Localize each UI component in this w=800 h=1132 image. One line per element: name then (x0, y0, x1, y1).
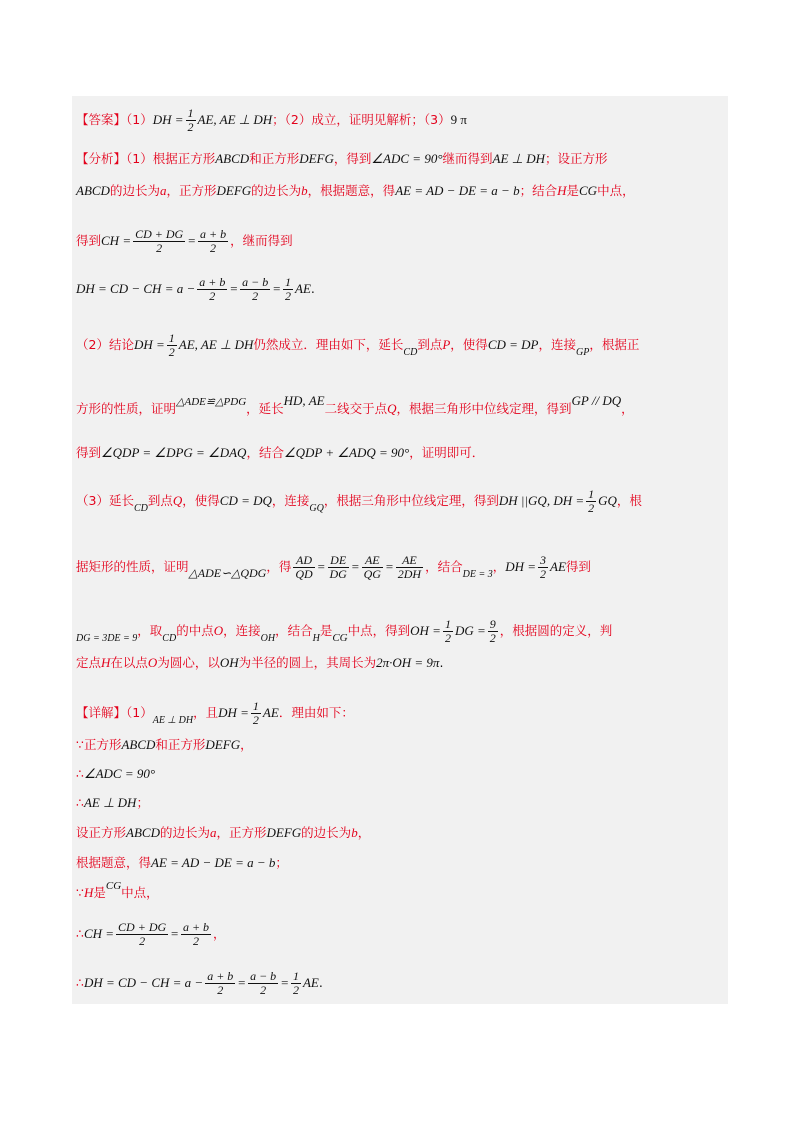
fraction: $\frac{1}{2}$ (292, 969, 299, 998)
detail-line-4: ∴AE ⊥ DH； (76, 795, 149, 810)
analysis-line-1: 【分析】（1）根据正方形ABCD和正方形DEFG，得到∠ADC = 90°继而得到AE ⊥ DH；设正方形 (76, 151, 608, 166)
math: AE, AE ⊥ DH (197, 112, 273, 128)
analysis-line-10: $_{DG = 3DE = 9}$，取$_{CD}$的中点O，连接$_{OH}$，结合$_H$是CG中点，得到OH = $\frac{1}{2}$ DG = $\frac{9}{2}$ ，根据圆的定义，判 (76, 617, 613, 646)
detail-line-3: ∴∠ADC = 90° (76, 766, 156, 781)
math: 9 π (450, 112, 467, 128)
fraction: $\frac{a - b}{2}$ (250, 969, 277, 998)
detail-line-2: ∵正方形ABCD和正方形DEFG， (76, 737, 253, 752)
detail-line-8: ∴CH = $\frac{CD + DG}{2}$ = $\frac{a + b}{2}$ ， (76, 920, 226, 949)
analysis-line-11: 定点H在以点O为圆心，以OH为半径的圆上，其周长为2π·OH = 9π. (76, 655, 444, 670)
detail-line-1: 【详解】$(1)_{AE \perp DH}$，且DH = $\frac{1}{2}$ AE．理由如下： (76, 699, 354, 728)
math: DH = (152, 112, 184, 128)
fraction: $\frac{a - b}{2}$ (242, 275, 269, 304)
analysis-label: 【分析】 (76, 151, 127, 166)
fraction: $\frac{1}{2}$ (444, 617, 451, 646)
fraction: $\frac{a + b}{2}$ (207, 969, 234, 998)
fraction: $\frac{1}{2}$ (252, 699, 259, 728)
fraction: $\frac{a + b}{2}$ (200, 227, 227, 256)
fraction: $\frac{AD}{QD}$ (295, 553, 313, 582)
analysis-line-5: （2）结论DH = $\frac{1}{2}$ AE, AE ⊥ DH仍然成立．理由如下，延长$_{CD}$到点P，使得CD = DP，连接$_{GP}$，根据正 (76, 331, 640, 360)
detail-line-5: 设正方形ABCD的边长为a，正方形DEFG的边长为b， (76, 825, 371, 840)
fraction: $\frac{a + b}{2}$ (182, 920, 210, 949)
analysis-line-8: （3）延长$_{CD}$到点Q，使得CD = DQ，连接$_{GQ}$，根据三角形中位线定理，得到DH ||GQ, DH = $\frac{1}{2}$ GQ，根 (76, 487, 642, 516)
fraction: $\frac{3}{2}$ (540, 553, 547, 582)
analysis-line-7: 得到∠QDP = ∠DPG = ∠DAQ，结合∠QDP + ∠ADQ = 90°，证明即可． (76, 445, 485, 460)
fraction: $\frac{a + b}{2}$ (199, 275, 226, 304)
analysis-line-6: 方形的性质，证明△ADE≌△PDG，延长HD, AE二线交于点Q，根据三角形中位线定理，得到GP // DQ， (76, 393, 634, 416)
fraction: $\frac{1}{2}$ (285, 275, 292, 304)
analysis-line-4: DH = CD − CH = a − $\frac{a + b}{2}$ = $\frac{a - b}{2}$ = $\frac{1}{2}$ AE. (76, 275, 315, 304)
fraction: $\frac{1}{2}$ (588, 487, 595, 516)
fraction: $\frac{CD + DG}{2}$ (118, 920, 167, 949)
analysis-line-3: 得到CH = $\frac{CD + DG}{2}$ = $\frac{a + b}{2}$ ，继而得到 (76, 227, 293, 256)
analysis-line-9: 据矩形的性质，证明△ADE∽△QDG，得 $\frac{AD}{QD}$ = $\frac{DE}{DG}$ = $\frac{AE}{QG}$ = $\frac{AE}{2DH}$ ，结合$_{DE = 3}$，DH = $\frac{3}{2}$ AE得到 (76, 553, 591, 582)
fraction: $\frac{1}{2}$ (187, 106, 194, 135)
fraction: $\frac{AE}{QG}$ (363, 553, 381, 582)
fraction: $\frac{DE}{DG}$ (329, 553, 347, 582)
detail-line-6: 根据题意，得AE = AD − DE = a − b； (76, 855, 288, 870)
detail-line-9: ∴DH = CD − CH = a − $\frac{a + b}{2}$ = $\frac{a - b}{2}$ = $\frac{1}{2}$ AE. (76, 969, 323, 998)
detail-line-7: ∵H是CG中点， (76, 880, 159, 900)
answer-line: 【答案】（1）DH = $\frac{1}{2}$ AE, AE ⊥ DH；（2）成立，证明见解析；（3）9 π (76, 106, 467, 135)
fraction: $\frac{9}{2}$ (489, 617, 496, 646)
answer-label: 【答案】 (76, 112, 127, 128)
fraction: $\frac{AE}{2DH}$ (397, 553, 422, 582)
detail-label: 【详解】 (76, 705, 127, 721)
fraction: $\frac{CD + DG}{2}$ (135, 227, 184, 256)
fraction: $\frac{1}{2}$ (168, 331, 175, 360)
analysis-line-2: ABCD的边长为a，正方形DEFG的边长为b，根据题意，得AE = AD − DE = a − b；结合H是CG中点， (76, 183, 635, 198)
